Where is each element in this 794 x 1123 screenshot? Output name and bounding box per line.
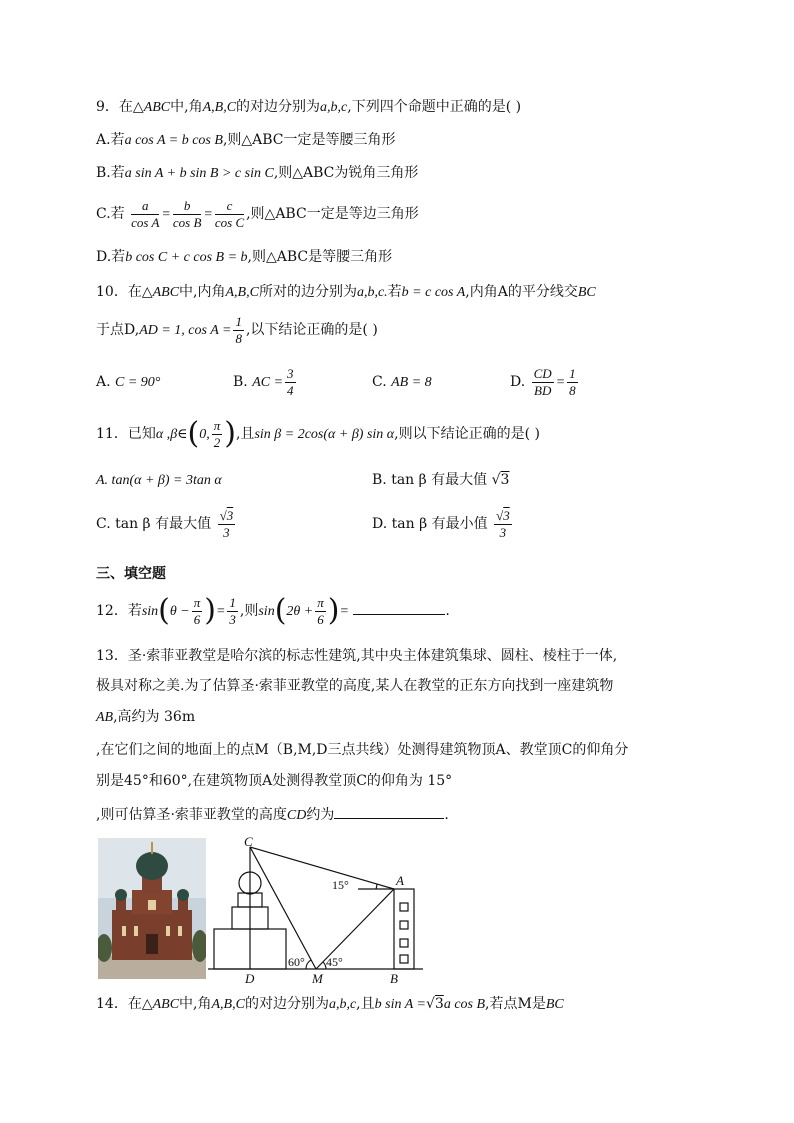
q11-d-frac bbox=[494, 508, 512, 541]
frac-den: 3 bbox=[223, 524, 230, 540]
q11-stem: 11．已知α ,β∈(0, $\frac{\pi}{2}$ ),且sin β = 2cos(α + β) sin α,则以下结论正确的是( ) bbox=[96, 416, 540, 451]
q10-cos: , cos A = bbox=[181, 323, 232, 338]
q11-cond: sin β = 2cos(α + β) sin α bbox=[254, 427, 395, 442]
q9-b-math: a sin A + b sin B > c sin C bbox=[124, 166, 274, 181]
q12-answer-blank[interactable] bbox=[353, 600, 445, 615]
q10-option-a bbox=[96, 364, 160, 401]
q11-option-b bbox=[372, 470, 509, 490]
q12-stem: 12．若sin(θ − $\frac{\pi}{6}$ )= $\frac{1}{3}$ ,则sin(2θ + $\frac{\pi}{6}$ )= . bbox=[96, 593, 450, 628]
q12-end: . bbox=[445, 603, 450, 619]
q9-stem bbox=[96, 97, 521, 118]
cathedral-photo bbox=[98, 838, 206, 979]
q11-option-d bbox=[372, 506, 514, 542]
q9-b-text: ,则△ABC为锐角三角形 bbox=[273, 165, 419, 181]
opt-math: AC = bbox=[252, 375, 284, 390]
frac-num: a bbox=[131, 198, 159, 215]
q9-c-label: C.若 bbox=[96, 206, 125, 222]
label-15-deg: 15° bbox=[332, 878, 349, 892]
q12-sin2: sin bbox=[258, 604, 275, 619]
q14-text2: 的对边分别为 bbox=[244, 996, 329, 1012]
frac-den: cos A bbox=[131, 214, 160, 230]
q14-triangle: △ABC bbox=[141, 997, 180, 1012]
q9-a-text: ,则△ABC一定是等腰三角形 bbox=[222, 132, 396, 148]
q9-option-c: C.若 $\frac{a}{\text{cos A}}$ = $\frac{b}{\text{cos B}}$ = $\frac{c}{\text{cos C}}$ ,则△ABC一定是等边三角形 bbox=[96, 197, 419, 230]
sqrt-val: 3 bbox=[500, 472, 510, 488]
q9-c-frac3 bbox=[215, 198, 244, 231]
q13-line4: ,在它们之间的地面上的点M（B,M,D三点共线）处测得建筑物顶A、教堂顶C的仰角分 bbox=[96, 742, 629, 758]
q13-ab: AB bbox=[96, 710, 114, 725]
window bbox=[400, 921, 408, 929]
q10-line2-post: ,以下结论正确的是( ) bbox=[245, 322, 378, 338]
opt-frac2 bbox=[567, 366, 578, 399]
opt-frac bbox=[285, 366, 296, 399]
q11-c-frac bbox=[218, 508, 236, 541]
q11-option-a bbox=[96, 470, 222, 491]
q9-sides: a,b,c bbox=[320, 100, 348, 115]
q11-a: A. tan(α + β) = 3tan α bbox=[96, 473, 222, 488]
q11-beta: β∈ bbox=[170, 427, 188, 442]
q13-line6-text: ,则可估算圣·索菲亚教堂的高度 bbox=[96, 807, 287, 823]
q9-a-math: a cos A = b cos B bbox=[124, 133, 223, 148]
label-d: D bbox=[245, 971, 255, 986]
q11-option-c bbox=[96, 506, 237, 542]
q14-bc: BC bbox=[545, 997, 564, 1012]
window bbox=[400, 903, 408, 911]
q11-c-text: C. tan β 有最大值 bbox=[96, 516, 212, 532]
frac-num: π bbox=[193, 594, 201, 610]
q13-line1: 13．圣·索菲亚教堂是哈尔滨的标志性建筑,其中央主体建筑集球、圆柱、棱柱于一体, bbox=[96, 648, 618, 664]
q10-line1 bbox=[96, 282, 596, 303]
frac-num: b bbox=[173, 198, 202, 215]
frac-num: CD bbox=[533, 365, 552, 381]
q10-cond: b = c cos A bbox=[401, 285, 466, 300]
opt-label: D. bbox=[510, 374, 526, 390]
q9-text: 中,角 bbox=[170, 99, 203, 115]
opt-label: B. bbox=[233, 374, 248, 390]
frac-den: 8 bbox=[569, 382, 576, 398]
q9-c-frac2 bbox=[173, 198, 202, 231]
q12-frac2 bbox=[227, 595, 238, 628]
sqrt-val: 3 bbox=[226, 507, 234, 523]
q14-text4: ,若点M是 bbox=[485, 996, 546, 1012]
frac-num: 1 bbox=[235, 313, 242, 329]
q11-b-text: B. tan β 有最大值 bbox=[372, 472, 488, 488]
q10-sides: a,b,c. bbox=[356, 285, 388, 300]
section-title: 三、填空题 bbox=[96, 566, 166, 582]
q14-vars: A,B,C bbox=[211, 997, 245, 1012]
q14-cond2: a cos B bbox=[443, 997, 486, 1012]
frac-num: √3 bbox=[219, 507, 234, 523]
q10-option-d bbox=[510, 364, 580, 401]
q11-text2: ,则以下结论正确的是( ) bbox=[394, 426, 540, 442]
opt-math: C = 90° bbox=[115, 375, 161, 390]
q14-sqrt: √3 bbox=[425, 996, 444, 1012]
q13-height: ,高约为 36m bbox=[113, 709, 196, 725]
q10-line2-text: 于点D, bbox=[96, 322, 140, 338]
q10-text: 中,内角 bbox=[179, 284, 226, 300]
label-b: B bbox=[390, 971, 398, 986]
q10-triangle: △ABC bbox=[141, 285, 180, 300]
q10-option-c bbox=[372, 364, 432, 401]
q11-text: ,且 bbox=[235, 426, 255, 442]
q14-text: 中,角 bbox=[179, 996, 212, 1012]
sqrt-val: 3 bbox=[434, 996, 444, 1012]
q12-text: ,则 bbox=[239, 603, 259, 619]
q10-frac bbox=[233, 314, 244, 347]
q10-text4: ,内角A的平分线交 bbox=[465, 284, 578, 300]
opt-eq: = bbox=[555, 375, 566, 390]
q11-d-text: D. tan β 有最小值 bbox=[372, 516, 488, 532]
frac-num: 1 bbox=[569, 365, 576, 381]
frac-num: √3 bbox=[496, 507, 510, 523]
q10-vars: A,B,C bbox=[225, 285, 259, 300]
opt-label: A. bbox=[96, 374, 111, 390]
frac-den: cos C bbox=[214, 214, 245, 230]
q14-stem bbox=[96, 994, 564, 1015]
frac-den: 3 bbox=[499, 524, 507, 540]
window bbox=[400, 955, 408, 963]
frac-den: cos B bbox=[172, 214, 202, 230]
q9-number: 9．在 bbox=[96, 99, 133, 115]
q12-eq: = bbox=[215, 604, 226, 619]
q14-text3: ,且 bbox=[356, 996, 375, 1012]
geometry-diagram bbox=[208, 833, 436, 988]
q10-bc: BC bbox=[577, 285, 596, 300]
q9-text3: ,下列四个命题中正确的是( ) bbox=[347, 99, 522, 115]
q12-frac3 bbox=[315, 595, 326, 628]
q12-number: 12．若 bbox=[96, 603, 142, 619]
q9-option-d bbox=[96, 247, 392, 268]
q13-line6 bbox=[96, 804, 449, 826]
frac-num: c bbox=[215, 198, 244, 215]
q9-c-text: ,则△ABC一定是等边三角形 bbox=[246, 206, 419, 222]
q9-option-b bbox=[96, 163, 418, 184]
q14-sides: a,b,c bbox=[328, 997, 357, 1012]
frac-num: π bbox=[317, 594, 324, 610]
q9-vars: A,B,C bbox=[202, 100, 237, 115]
q11-frac bbox=[212, 418, 223, 451]
q10-option-b bbox=[233, 364, 298, 401]
frac-num: 3 bbox=[287, 365, 294, 381]
q11-b-sqrt: √3 bbox=[491, 472, 510, 488]
q12-theta2: 2θ + bbox=[286, 604, 314, 619]
q13-line6-mid: 约为 bbox=[306, 807, 335, 823]
q9-d-math: b cos C + c cos B = b bbox=[125, 250, 248, 265]
label-m: M bbox=[312, 971, 323, 986]
frac-den: 3 bbox=[229, 611, 236, 627]
q13-cd: CD bbox=[286, 808, 307, 823]
q13-line5: 别是45°和60°,在建筑物顶A处测得教堂顶C的仰角为 15° bbox=[96, 773, 453, 789]
q10-text3: 若 bbox=[387, 284, 402, 300]
q9-a-label: A.若 bbox=[96, 132, 125, 148]
q9-d-label: D.若 bbox=[96, 249, 126, 265]
frac-den: 8 bbox=[235, 330, 242, 346]
label-45-deg: 45° bbox=[326, 955, 343, 969]
frac-den: BD bbox=[534, 382, 552, 398]
angle-arc-15 bbox=[376, 884, 377, 889]
label-60-deg: 60° bbox=[288, 955, 305, 969]
frac-den: 2 bbox=[213, 434, 221, 450]
q13-line2: 极具对称之美.为了估算圣·索菲亚教堂的高度,某人在教堂的正东方向找到一座建筑物 bbox=[96, 678, 614, 694]
q12-sin: sin bbox=[141, 604, 159, 619]
frac-num: 1 bbox=[229, 594, 236, 610]
label-c: C bbox=[244, 834, 253, 849]
q9-b-label: B.若 bbox=[96, 165, 125, 181]
q10-ad: AD = 1 bbox=[139, 323, 182, 338]
q11-interval: 0, bbox=[199, 427, 210, 442]
q9-triangle: △ABC bbox=[132, 100, 171, 115]
q11-number: 11．已知 bbox=[96, 426, 156, 442]
q9-c-frac1 bbox=[131, 198, 159, 231]
angle-arc-60 bbox=[306, 960, 311, 969]
q10-text2: 所对的边分别为 bbox=[258, 284, 357, 300]
frac-num: π bbox=[213, 417, 221, 433]
q11-alpha: α , bbox=[155, 427, 171, 442]
opt-frac bbox=[532, 366, 554, 399]
q12-frac1 bbox=[192, 595, 203, 628]
q14-cond: b sin A = bbox=[374, 997, 426, 1012]
q13-answer-blank[interactable] bbox=[334, 804, 444, 819]
frac-den: 6 bbox=[317, 611, 324, 627]
q9-text2: 的对边分别为 bbox=[236, 99, 321, 115]
q9-d-text: ,则△ABC是等腰三角形 bbox=[247, 249, 393, 265]
q10-line2 bbox=[96, 312, 378, 349]
q12-eq2: = bbox=[339, 604, 349, 619]
line-ca bbox=[250, 847, 394, 889]
opt-math: AB = 8 bbox=[391, 375, 432, 390]
line-cm bbox=[250, 847, 316, 969]
q14-number: 14．在 bbox=[96, 996, 142, 1012]
q9-option-a bbox=[96, 130, 396, 151]
frac-den: 4 bbox=[287, 382, 294, 398]
label-a: A bbox=[396, 873, 404, 888]
q10-number: 10．在 bbox=[96, 284, 142, 300]
q13-line3 bbox=[96, 707, 195, 728]
window bbox=[400, 939, 408, 947]
frac-den: 6 bbox=[193, 611, 201, 627]
q12-theta: θ − bbox=[169, 604, 190, 619]
sqrt-val: 3 bbox=[503, 507, 510, 523]
opt-label: C. bbox=[372, 374, 387, 390]
q13-end: . bbox=[444, 807, 449, 823]
